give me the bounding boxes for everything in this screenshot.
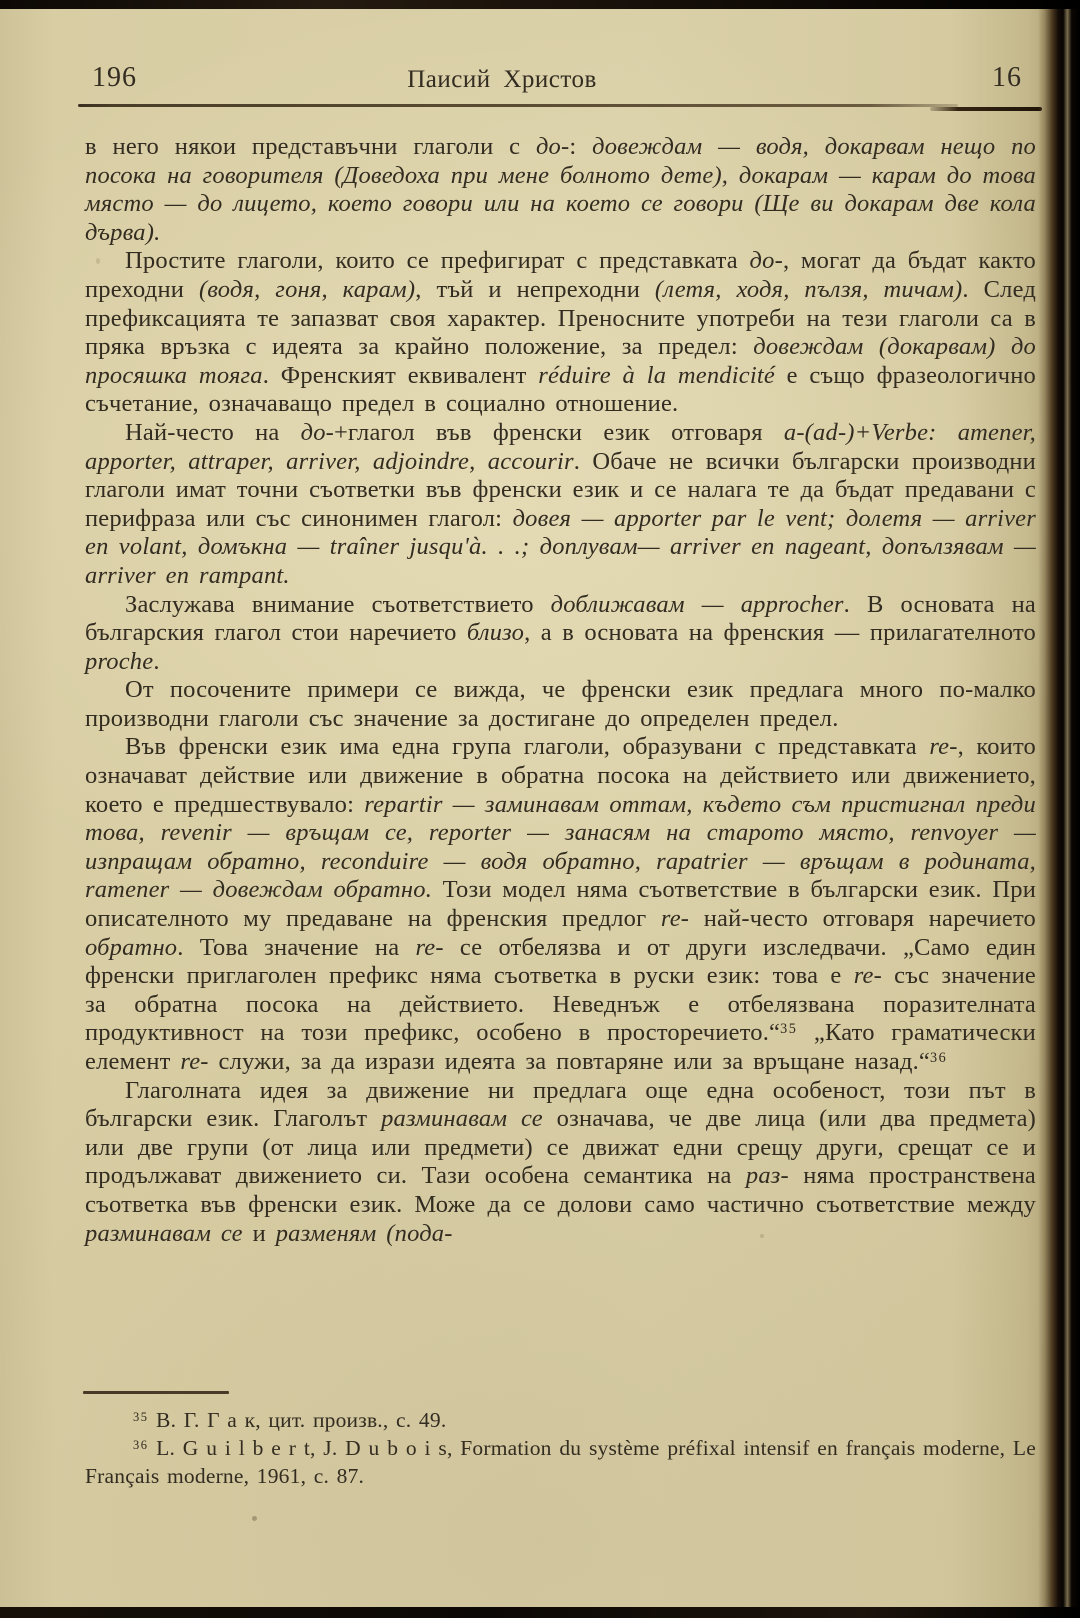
page-edge-top <box>0 0 1080 9</box>
footnote-36: $^{36}$ L. G u i l b e r t, J. D u b o i s, Formation du système préfixal intensif en français moderne, Le Français moderne, 1961, с. 87. <box>85 1436 1036 1488</box>
page-number-right: 16 <box>992 62 1022 93</box>
footnote-35: $^{35}$ В. Г. Г а к, цит. произв., с. 49. <box>133 1408 447 1432</box>
paper-speck <box>760 1234 764 1238</box>
running-header-title: Паисий Христов <box>407 66 597 93</box>
body-paragraph-1: в него някои представъчни глаголи с до-: довеждам — водя, докарвам нещо по посока на говорителя (Доведоха при мене болното дете), докарам — карам до това място — до лицето, което говори или на което се говори (Ще ви докарам две кола дърва). <box>85 133 1036 246</box>
paper-speck <box>96 258 100 264</box>
footnote-rule <box>83 1391 229 1394</box>
page-edge-right <box>1038 0 1080 1618</box>
header-rule-end <box>930 107 1042 111</box>
page-number-left: 196 <box>92 62 137 93</box>
body-paragraph-4: Заслужава внимание съответствието доближавам — approcher. В основата на българския глагол стои наречието близо, а в основата на френския — прилагателното proche. <box>85 590 1036 675</box>
body-paragraph-6: Във френски език има една група глаголи, образувани с представката re-, които означават действие или движение в обратна посока на действието или движението, което е предшествувало: repartir — заминавам оттам, където съм пристигнал преди това, revenir — връщам се, reporter — занасям на старото място, renvoyer — изпращам обратно, reconduire — водя обратно, rapatrier — връщам в родината, ramener — довеждам обратно. Този модел няма съответствие в български език. При описателното му предаване на френския предлог re- най-често отговаря наречието обратно. Това значение на re- се отбелязва и от други изследвачи. „Само един френски приглаголен префикс няма съответка в руски език: това е re- със значение за обратна посока на действието. Неведнъж е отбелязвана поразителната продуктивност на този префикс, особено в просторечието.“$^{35}$ „Като граматически елемент re- служи, за да изрази идеята за повтаряне или за връщане назад.“$^{36}$ <box>85 733 1037 1075</box>
body-paragraph-3: Най-често на до-+глагол във френски език отговаря a-(ad-)+Verbe: amener, apporter, attraper, arriver, adjoindre, accourir. Обаче не всички български производни глаголи имат точни съответки във френски език и се налага те да бъдат предавани с перифраза или със синонимен глагол: довея — apporter par le vent; долетя — arriver en volant, домъкна — traîner jusqu'à. . .; доплувам— arriver en nageant, допълзявам — arriver en rampant. <box>85 418 1036 589</box>
page-edge-bottom <box>0 1607 1080 1618</box>
body-paragraph-2: Простите глаголи, които се префигират с представката до-, могат да бъдат както преходни (водя, гоня, карам), тъй и непреходни (летя, ходя, пълзя, тичам). След префиксацията те запазват своя характер. Преносните употреби на тези глаголи са в пряка връзка с идеята за крайно положение, за предел: довеждам (докарвам) до просяшка тояга. Френският еквивалент réduire à la mendicité е също фразеологично съчетание, означаващо предел в социално отношение. <box>85 247 1037 418</box>
body-paragraph-5: От посочените примери се вижда, че френски език предлага много по-малко производни глаголи със значение за достигане до определен предел. <box>85 676 1036 732</box>
paper-speck <box>252 1516 257 1521</box>
page-body <box>85 133 1036 1248</box>
footnotes-block <box>85 1406 1036 1490</box>
body-paragraph-7: Глаголната идея за движение ни предлага още една особеност, този път в български език. Глаголът разминавам се означава, че две лица (или два предмета) или две групи (от лица или предмети) се движат едни срещу други, срещат се и продължават движението си. Тази особена семантика на раз- няма пространствена съответка във френски език. Може да се долови само частично съответствие между разминавам се и разменям (пода- <box>85 1076 1037 1247</box>
header-rule <box>78 104 958 107</box>
